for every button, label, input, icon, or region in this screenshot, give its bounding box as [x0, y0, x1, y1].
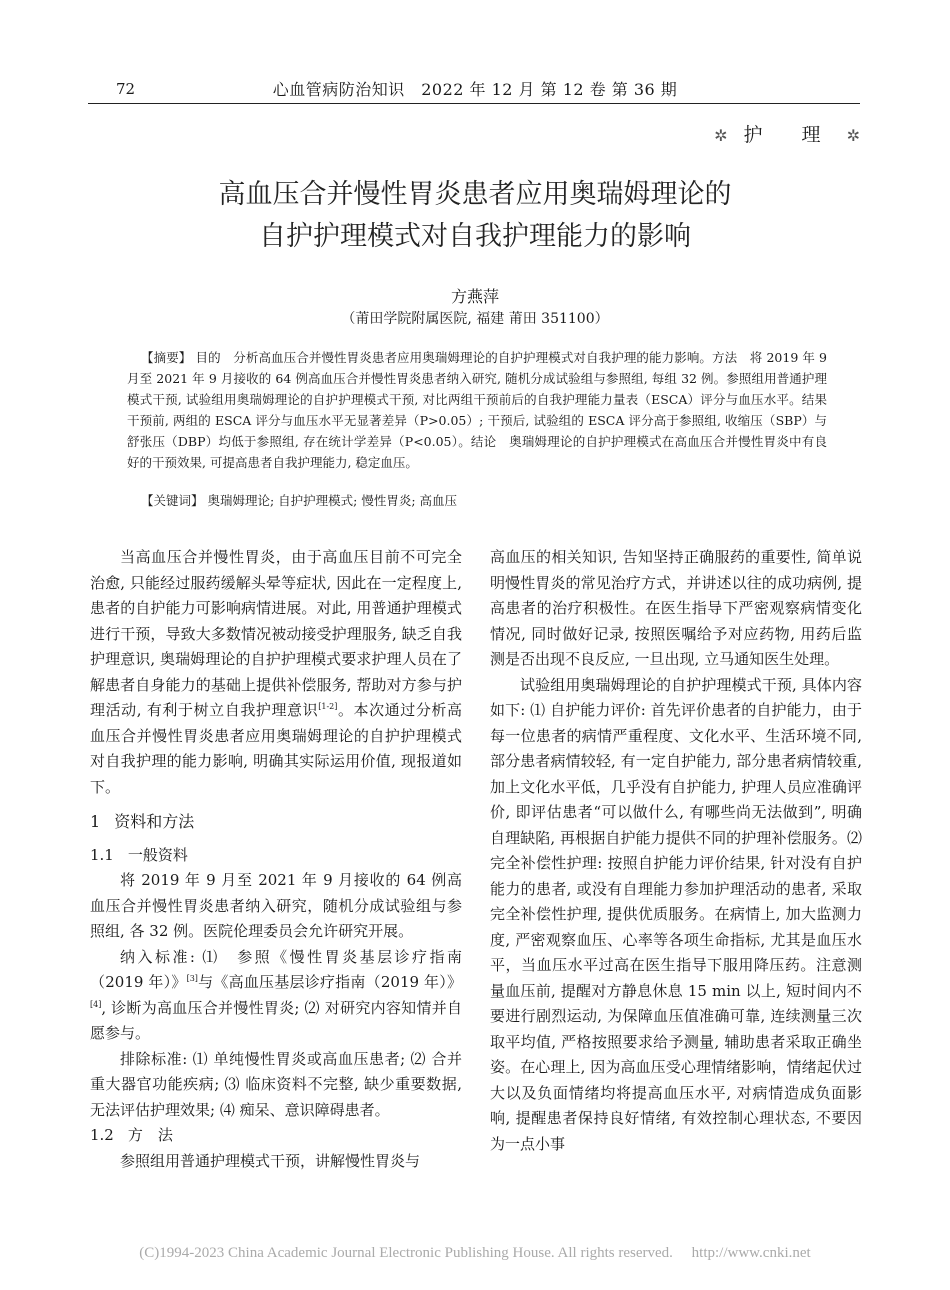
intro-paragraph: 当高血压合并慢性胃炎，由于高血压目前不可完全治愈, 只能经过服药缓解头晕等症状, 因此在一定程度上, 患者的自护能力可影响病情进展。对此, 用普通护理模式进行干预，导致大多数情况被动接受护理服务, 缺乏自我护理意识, 奥瑞姆理论的自护护理模式要求护理人员在了解患者自身能力的基础上提供补偿服务, 帮助对方参与护理活动, 有利于树立自我护理意识[1-2]。本次通过分析高血压合并慢性胃炎患者应用奥瑞姆理论的自护护理模式对自我护理的能力影响, 明确其实际运用价值, 现报道如下。: [90, 548, 462, 796]
method-continued: 高血压的相关知识, 告知坚持正确服药的重要性, 简单说明慢性胃炎的常见治疗方式，并讲述以往的成功病例, 提高患者的治疗积极性。在医生指导下严密观察病情变化情况, 同时做好记录, 按照医嘱给予对应药物, 用药后监测是否出现不良反应, 一旦出现, 立马通知医生处理。: [490, 548, 862, 668]
inclusion-criteria: 纳入标准: ⑴ 参照《慢性胃炎基层诊疗指南（2019 年）》[3]与《高血压基层诊疗指南（2019 年）》[4], 诊断为高血压合并慢性胃炎; ⑵ 对研究内容知情并自愿参与。: [90, 947, 462, 1042]
copyright-footer: (C)1994-2023 China Academic Journal Electronic Publishing House. All rights reserved. http://www.cnki.net: [139, 1245, 811, 1261]
author: 方燕萍: [450, 287, 499, 306]
method-paragraph: 参照组用普通护理模式干预，讲解慢性胃炎与: [120, 1151, 421, 1170]
trial-group-paragraph: 试验组用奥瑞姆理论的自护护理模式干预, 具体内容如下: ⑴ 自护能力评价: 首先评价患者的自护能力，由于每一位患者的病情严重程度、文化水平、生活环境不同, 部分患者病情较轻, 有一定自护能力, 部分患者病情较重, 加上文化水平低，几乎没有自护能力, 护理人员应准确评价, 即评估患者“可以做什么, 有哪些尚无法做到”, 明确自理缺陷, 再根据自护能力提供不同的护理补偿服务。⑵ 完全补偿性护理: 按照自护能力评价结果, 针对没有自护能力的患者, 或没有自理能力参加护理活动的患者, 采取完全补偿性护理, 提供优质服务。在病情上, 加大监测力度, 严密观察血压、心率等各项生命指标, 尤其是血压水平，当血压水平过高在医生指导下服用降压药。注意测量血压前, 提醒对方静息休息 15 min 以上, 短时间内不要进行剧烈运动, 为保障血压值准确可靠, 连续测量三次取平均值, 严格按照要求给予测量, 辅助患者采取正确坐姿。在心理上, 因为高血压受心理情绪影响，情绪起伏过大以及负面情绪均将提高血压水平, 对病情造成负面影响, 提醒患者保持良好情绪, 有效控制心理状态, 不要因为一点小事: [490, 675, 862, 1153]
left-column: [90, 545, 462, 1174]
section-heading-1-1: 1.1 一般资料: [90, 845, 188, 864]
abstract: [127, 347, 840, 473]
general-data-paragraph: 将 2019 年 9 月至 2021 年 9 月接收的 64 例高血压合并慢性胃炎患者纳入研究，随机分成试验组与参照组, 各 32 例。医院伦理委员会允许研究开展。: [90, 871, 462, 940]
star-icon: ✲: [714, 126, 728, 145]
article-title: [0, 174, 950, 258]
exclusion-criteria: 排除标准: ⑴ 单纯慢性胃炎或高血压患者; ⑵ 合并重大器官功能疾病; ⑶ 临床资料不完整, 缺少重要数据, 无法评估护理效果; ⑷ 痴呆、意识障碍患者。: [90, 1049, 462, 1119]
affiliation: （莆田学院附属医院, 福建 莆田 351100）: [341, 311, 609, 327]
citation: [4]: [90, 999, 102, 1009]
right-column: [490, 545, 862, 1157]
title-line-1: 高血压合并慢性胃炎患者应用奥瑞姆理论的: [218, 179, 732, 210]
title-line-2: 自护护理模式对自我护理能力的影响: [259, 221, 691, 252]
section-heading-1-2: 1.2 方 法: [90, 1126, 173, 1144]
keywords: 【关键词】 奥瑞姆理论; 自护护理模式; 慢性胃炎; 高血压: [141, 493, 458, 508]
citation: [3]: [186, 974, 198, 983]
journal-header: 心血管病防治知识 2022 年 12 月 第 12 卷 第 36 期: [272, 80, 678, 99]
section-heading-1: 1 资料和方法: [90, 812, 195, 831]
section-label: 护 理: [743, 124, 831, 146]
page-number: 72: [116, 80, 136, 98]
section-tag: [714, 120, 860, 147]
star-icon: ✲: [846, 126, 860, 145]
header-rule: [88, 103, 860, 104]
abstract-text: 【摘要】 目的 分析高血压合并慢性胃炎患者应用奥瑞姆理论的自护护理模式对自我护理的能力影响。方法 将 2019 年 9 月至 2021 年 9 月接收的 64 例高血压合并慢性胃炎患者纳入研究, 随机分成试验组与参照组, 每组 32 例。参照组用普通护理模式干预, 试验组用奥瑞姆理论的自护护理模式干预, 对比两组干预前后的自我护理能力量表（ESCA）评分与血压水平。结果 干预前, 两组的 ESCA 评分与血压水平无显著差异（P>0.05）; 干预后, 试验组的 ESCA 评分高于参照组, 收缩压（SBP）与舒张压（DBP）均低于参照组, 存在统计学差异（P<0.05）。结论 奥瑞姆理论的自护护理模式在高血压合并慢性胃炎中有良好的干预效果, 可提高患者自我护理能力, 稳定血压。: [127, 350, 840, 470]
citation: [1-2]: [318, 702, 338, 711]
